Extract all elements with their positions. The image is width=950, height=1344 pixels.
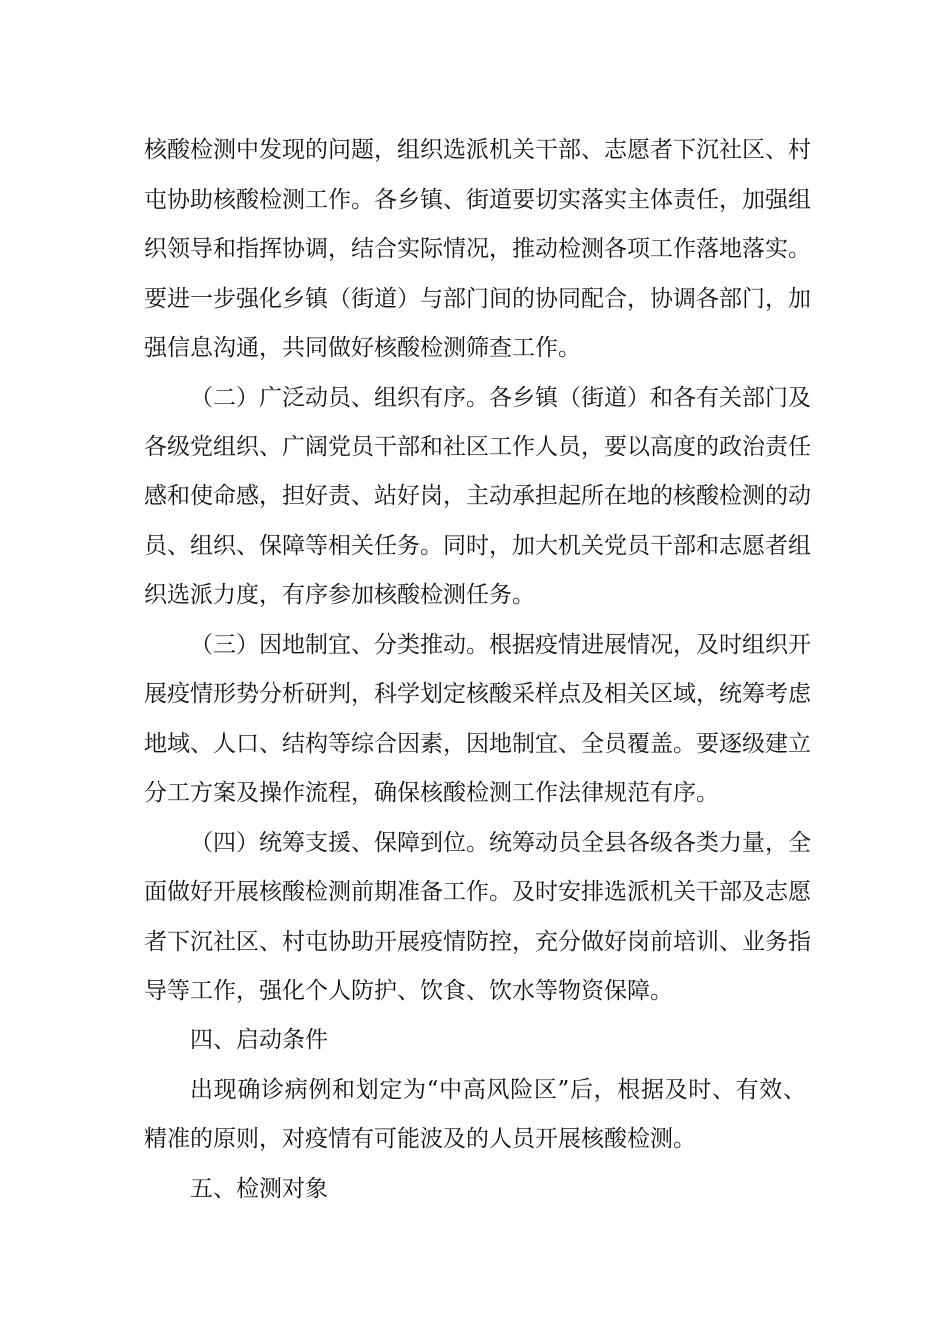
- section-heading-line: （二）广泛动员、组织有序。各乡镇（街道）和各有关部门及: [190, 385, 811, 411]
- paragraph-line: 导等工作，强化个人防护、饮食、饮水等物资保障。: [144, 978, 673, 1004]
- section-heading-line: （三）因地制宜、分类推动。根据疫情进展情况，及时组织开: [190, 632, 811, 658]
- paragraph-line: 出现确诊病例和划定为“中高风险区”后，根据及时、有效、: [190, 1077, 806, 1103]
- section-heading: 五、检测对象: [190, 1176, 328, 1202]
- paragraph-line: 织领导和指挥协调，结合实际情况，推动检测各项工作落地落实。: [144, 236, 811, 262]
- paragraph-line: 员、组织、保障等相关任务。同时，加大机关党员干部和志愿者组: [144, 533, 811, 559]
- paragraph-line: 要进一步强化乡镇（街道）与部门间的协同配合，协调各部门，加: [144, 286, 811, 312]
- paragraph-line: 分工方案及操作流程，确保核酸检测工作法律规范有序。: [144, 780, 719, 806]
- paragraph-line: 展疫情形势分析研判，科学划定核酸采样点及相关区域，统筹考虑: [144, 681, 811, 707]
- paragraph-line: 者下沉社区、村屯协助开展疫情防控，充分做好岗前培训、业务指: [144, 929, 811, 955]
- paragraph-line: 地域、人口、结构等综合因素，因地制宜、全员覆盖。要逐级建立: [144, 731, 811, 757]
- section-heading: 四、启动条件: [190, 1027, 328, 1053]
- section-heading-line: （四）统筹支援、保障到位。统筹动员全县各级各类力量，全: [190, 830, 811, 856]
- paragraph-line: 精准的原则，对疫情有可能波及的人员开展核酸检测。: [144, 1126, 696, 1152]
- paragraph-line: 面做好开展核酸检测前期准备工作。及时安排选派机关干部及志愿: [144, 879, 811, 905]
- paragraph-line: 强信息沟通，共同做好核酸检测筛查工作。: [144, 335, 581, 361]
- paragraph-line: 核酸检测中发现的问题，组织选派机关干部、志愿者下沉社区、村: [144, 137, 811, 163]
- paragraph-line: 各级党组织、广阔党员干部和社区工作人员，要以高度的政治责任: [144, 434, 811, 460]
- paragraph-line: 屯协助核酸检测工作。各乡镇、街道要切实落实主体责任，加强组: [144, 187, 811, 213]
- paragraph-line: 织选派力度，有序参加核酸检测任务。: [144, 582, 535, 608]
- paragraph-line: 感和使命感，担好责、站好岗，主动承担起所在地的核酸检测的动: [144, 483, 811, 509]
